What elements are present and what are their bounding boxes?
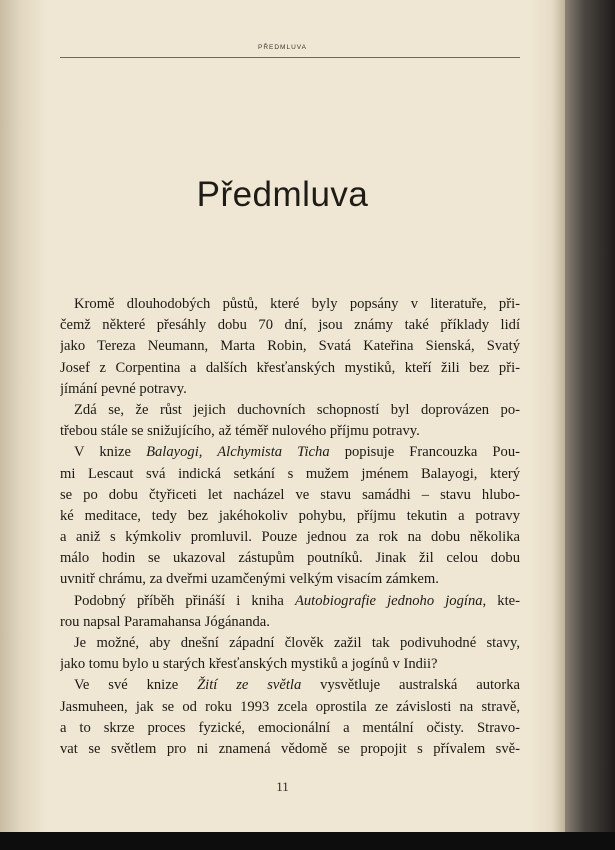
book-title: Žití ze světla [197,677,302,694]
page-edge-shadow [565,0,615,832]
text-line: třebou stále se snižujícího, až téměř nulového příjmu potravy. [60,423,420,440]
text-line: rou napsal Paramahansa Jógánanda. [60,613,270,630]
text-line: Zdá se, že růst jejich duchovních schopností byl doprovázen po- [74,401,520,418]
text-line: a aniž s kýmkoliv promluvil. Pouze jednou za rok na dobu několika [60,529,520,546]
text-line: ké meditace, tedy bez jakéhokoliv pohybu, příjmu tekutin a potravy [60,507,520,524]
text-line: Je možné, aby dnešní západní člověk zažil tak podivuhodné stavy, [74,635,520,651]
text-line: se po dobu čtyřiceti let nacházel ve stavu samádhi – stavu hlubo- [60,486,520,503]
chapter-title: Předmluva [196,175,369,214]
book-title: Autobiografie jednoho jogína [294,592,483,609]
header-rule [60,57,520,58]
text-line: V knize Balayogi, Alchymista Ticha popisuje Francouzka Pou- [74,444,520,461]
book-title: Balayogi, Alchymista Ticha [146,444,330,461]
text-line: jako tomu bylo u starých křesťanských mystiků a jogínů v Indii? [60,656,438,673]
text-line: a to skrze proces fyzické, emocionální a mentální očisty. Stravo- [60,719,520,736]
text-line: vat se světlem pro ni znamená vědomě se propojit s přívalem svě- [60,740,520,757]
text-line: Ve své knize Žití ze světla vysvětluje australská autorka [74,677,520,694]
page-number: 11 [276,779,289,794]
text-line: Josef z Corpentina a dalších křesťanských mystiků, kteří žili bez při- [60,359,520,376]
running-head: PŘEDMLUVA [258,44,307,51]
text-line: mi Lescaut svá indická setkání s mužem jménem Balayogi, který [60,465,520,482]
text-line: Kromě dlouhodobých půstů, které byly popsány v literatuře, při- [74,296,520,312]
text-line: čemž některé přesáhly dobu 70 dní, jsou známy také příklady lidí [60,317,520,334]
text-line: uvnitř chrámu, za dveřmi uzamčenými velkým visacím zámkem. [60,571,439,588]
text-line: Podobný příběh přináší i kniha Autobiografie jednoho jogína, kte- [74,592,520,609]
bottom-edge-shadow [0,832,615,850]
text-line: jímání pevné potravy. [60,380,187,397]
body-text [60,294,520,760]
text-line: málo hodin se ukazoval zástupům poutníků. Jinak žil celou dobu [60,550,520,567]
text-line: jako Tereza Neumann, Marta Robin, Svatá Kateřina Sienská, Svatý [60,338,520,355]
text-line: Jasmuheen, jak se od roku 1993 zcela oprostila ze závislosti na stravě, [60,698,520,715]
